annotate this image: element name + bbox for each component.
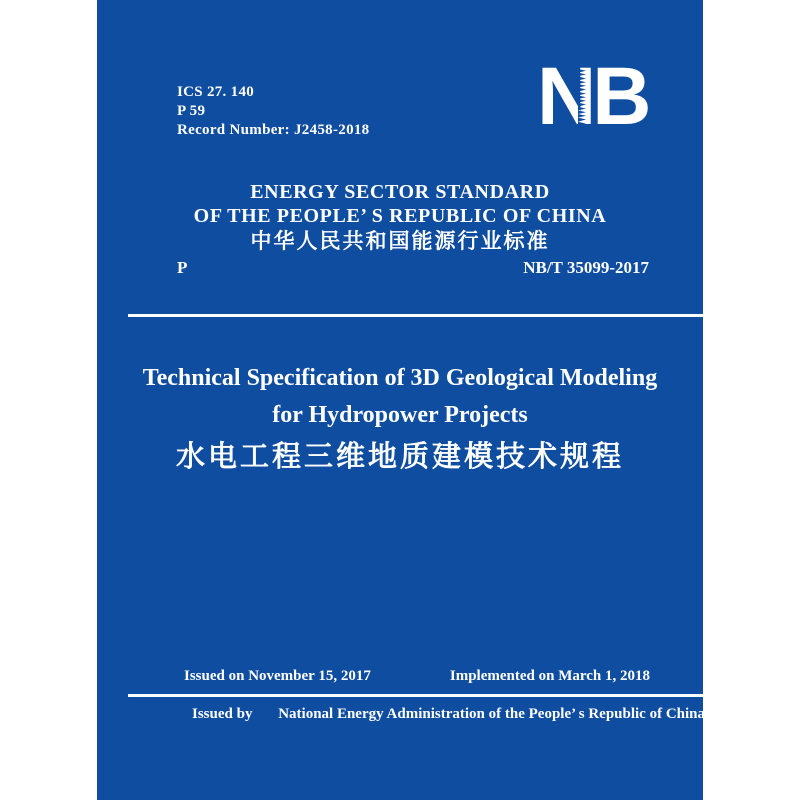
implemented-on-date: Implemented on March 1, 2018	[449, 668, 650, 684]
standard-cover	[97, 0, 706, 800]
record-number: Record Number: J2458-2018	[177, 122, 370, 138]
title-en-line2: for Hydropower Projects	[272, 402, 528, 428]
ics-code: ICS 27. 140	[177, 84, 255, 100]
standard-code: NB/T 35099-2017	[523, 258, 649, 277]
horizontal-rule-bottom	[128, 694, 703, 697]
doc-class-code: P 59	[177, 103, 206, 119]
title-en-line1: Technical Specification of 3D Geological Modeling	[142, 365, 658, 391]
standard-name-block	[97, 180, 703, 255]
title-cn: 水电工程三维地质建模技术规程	[175, 441, 624, 473]
standard-code-row	[177, 258, 649, 278]
standard-name-cn: 中华人民共和国能源行业标准	[250, 229, 550, 253]
standard-name-en-line2: OF THE PEOPLE’ S REPUBLIC OF CHINA	[193, 205, 607, 227]
issued-by-label: Issued by	[192, 706, 253, 722]
document-title-block	[97, 360, 703, 480]
issued-by-value: National Energy Administration of the People’ s Republic of China	[278, 706, 706, 722]
dates-row	[184, 668, 650, 685]
issued-on-date: Issued on November 15, 2017	[184, 668, 371, 684]
classification-codes	[177, 83, 369, 140]
standard-name-en-line1: ENERGY SECTOR STANDARD	[250, 181, 550, 203]
nb-logo	[537, 51, 697, 148]
horizontal-rule-top	[128, 314, 703, 317]
issued-by-row	[192, 706, 705, 723]
class-mark: P	[177, 258, 188, 277]
nb-logo-text: NB	[537, 51, 648, 142]
